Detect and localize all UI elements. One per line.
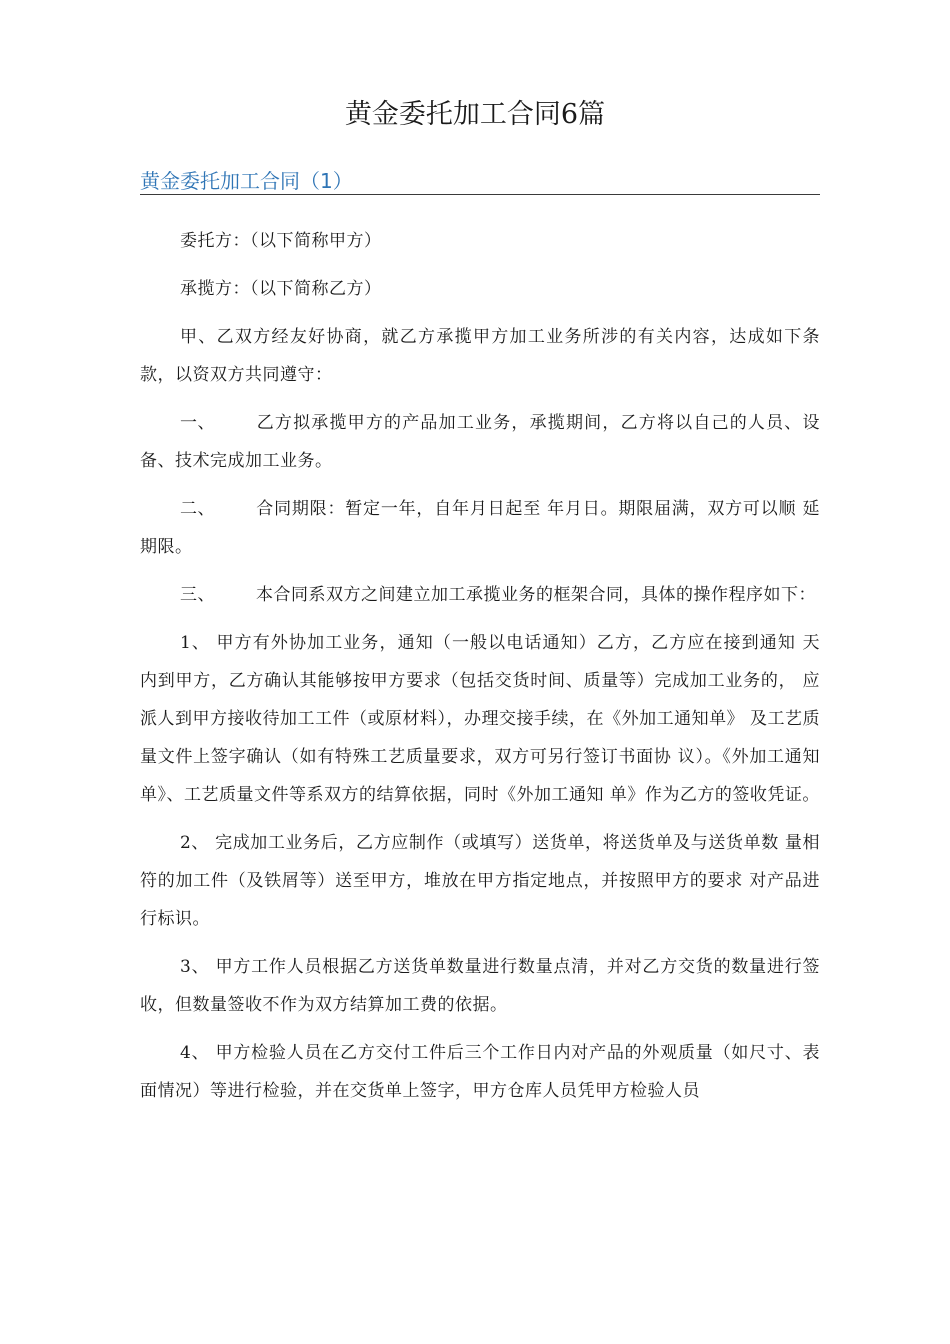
paragraph-text: 1、 甲方有外协加工业务，通知（一般以电话通知）乙方，乙方应在接到通知 天 内到甲方，乙方确认其能够按甲方要求（包括交货时间、质量等）完成加工业务的， 应派人到甲方接收待加工工件（或原材料），办理交接手续，在《外加工通知单》 及工艺质量文件上签字确认（如有特殊工艺质量要求，双方可另行签订书面协 议）。《外加工通知单》、工艺质量文件等系双方的结算依据，同时《外加工通知 单》作为乙方的签收凭证。 [140,633,820,805]
clause-1 [140,404,820,480]
clause-number: 三、 [180,585,215,605]
paragraph-text: 甲、乙双方经友好协商，就乙方承揽甲方加工业务所涉的有关内容，达成如下条款，以资双方共同遵守： [140,327,820,385]
paragraph-text: 3、 甲方工作人员根据乙方送货单数量进行数量点清，并对乙方交货的数量进行签收，但数量签收不作为双方结算加工费的依据。 [140,957,820,1015]
paragraph-text: 4、 甲方检验人员在乙方交付工件后三个工作日内对产品的外观质量（如尺寸、表面情况）等进行检验，并在交货单上签字，甲方仓库人员凭甲方检验人员 [140,1043,820,1101]
clause-text: 本合同系双方之间建立加工承揽业务的框架合同，具体的操作程序如下： [256,585,816,605]
clause-number: 一、 [180,413,215,433]
paragraph-preamble [140,318,820,394]
clause-number: 二、 [180,499,215,519]
document-body [140,222,820,1120]
clause-2 [140,490,820,566]
clause-text: 合同期限：暂定一年，自年月日起至 年月日。期限届满，双方可以顺 延期限。 [140,499,820,557]
clause-text: 乙方拟承揽甲方的产品加工业务，承揽期间，乙方将以自己的人员、设 备、技术完成加工业务。 [140,413,820,471]
paragraph-contractor [140,270,820,308]
paragraph-text: 2、 完成加工业务后，乙方应制作（或填写）送货单，将送货单及与送货单数 量相符的加工件（及铁屑等）送至甲方，堆放在甲方指定地点，并按照甲方的要求 对产品进行标识。 [140,833,820,929]
procedure-item-3 [140,948,820,1024]
procedure-item-2 [140,824,820,938]
document-title: 黄金委托加工合同6篇 [344,99,606,130]
section-heading-text: 黄金委托加工合同（1） [140,169,353,193]
procedure-item-4 [140,1034,820,1110]
paragraph-text: 委托方：（以下简称甲方） [180,231,382,251]
paragraph-text: 承揽方：（以下简称乙方） [180,279,382,299]
section-heading [140,168,820,195]
procedure-item-1 [140,624,820,814]
paragraph-client [140,222,820,260]
clause-3 [140,576,820,614]
